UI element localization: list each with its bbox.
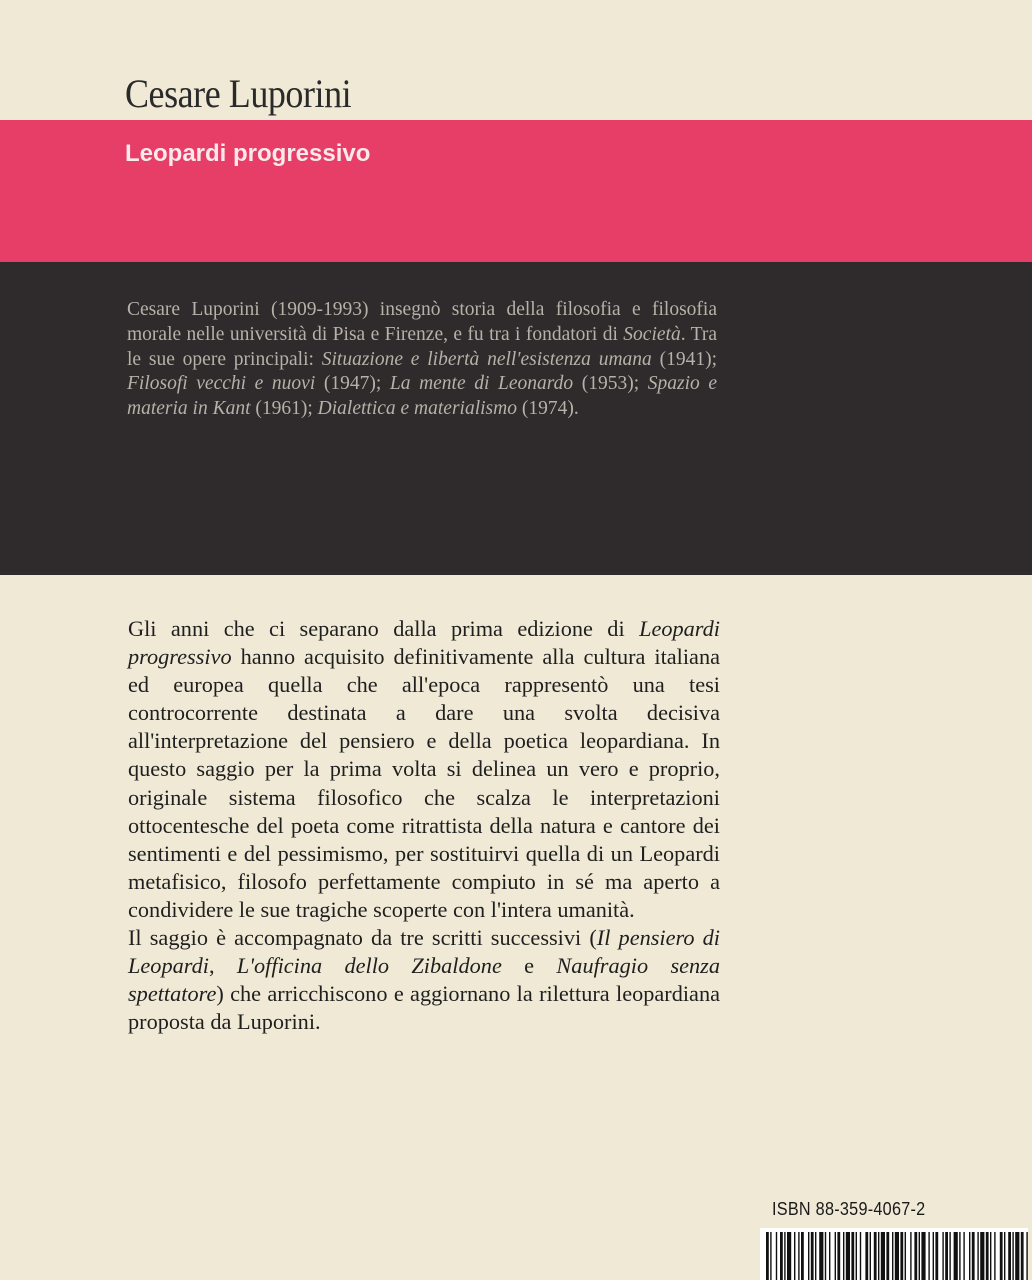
barcode-bar — [811, 1232, 814, 1280]
barcode-bar — [892, 1232, 893, 1280]
barcode-bar — [780, 1232, 783, 1280]
barcode-bar — [959, 1232, 960, 1280]
bio-work-title: La mente di Leonardo — [389, 373, 574, 395]
barcode-bar — [990, 1232, 991, 1280]
blurb-work-title: L'officina dello Zibaldone — [236, 953, 502, 979]
blurb-text: hanno acquisito definitivamente alla cultura italiana ed europea quella che all'epoca rappresentò una tesi controcorrente destinata a dare una svolta decisiva all'interpretazione del pensiero e della poetica leopardiana. In questo saggio per la prima volta si delinea un vero e proprio, originale sistema filosofico che scalza le interpretazioni ottocentesche del poeta come ritrattista della natura e cantore dei sentimenti e del pessimismo, per sostituirvi quella di un Leopardi metafisico, filosofo perfettamente compiuto in sé ma aperto a condividere le sue tragiche scoperte con l'intera umanità. — [128, 644, 720, 922]
barcode-bar — [856, 1232, 857, 1280]
barcode-bar — [1012, 1232, 1013, 1280]
blurb-text: Il saggio è accompagnato da tre scritti successivi ( — [128, 925, 597, 951]
barcode-bar — [921, 1232, 925, 1280]
barcode-bar — [986, 1232, 989, 1280]
barcode-bar — [1021, 1232, 1024, 1280]
barcode-bar — [819, 1232, 823, 1280]
barcode-bar — [980, 1232, 984, 1280]
barcode-bar — [963, 1232, 964, 1280]
barcode-bar — [935, 1232, 938, 1280]
barcode-bar — [1015, 1232, 1019, 1280]
isbn-label: ISBN 88-359-4067-2 — [772, 1199, 926, 1219]
barcode-bar — [794, 1232, 795, 1280]
blurb-text: Gli anni che ci separano dalla prima edizione di — [128, 616, 640, 641]
barcode-bar — [770, 1232, 771, 1280]
barcode-bar — [837, 1232, 840, 1280]
bio-work-title: Spazio e materia in Kant — [127, 373, 718, 420]
barcode-bar — [829, 1232, 830, 1280]
barcode-bar — [798, 1232, 799, 1280]
barcode-bar — [766, 1232, 769, 1280]
barcode-bar — [910, 1232, 911, 1280]
blurb-paragraph — [128, 924, 720, 1036]
blurb-work-title: Leopardi progressivo — [128, 616, 720, 670]
bio-text: (1941); — [651, 348, 718, 370]
barcode-bar — [949, 1232, 950, 1280]
barcode-bar — [815, 1232, 816, 1280]
barcode-bar — [942, 1232, 943, 1280]
bio-text: . Tra le sue opere principali: — [127, 323, 717, 370]
barcode-bar — [1026, 1232, 1027, 1280]
barcode-bar — [945, 1232, 948, 1280]
blurb-text: e — [501, 953, 557, 979]
blurb-text: ) che arricchiscono e aggiornano la rilettura leopardiana proposta da Luporini. — [128, 981, 720, 1035]
barcode-bar — [969, 1232, 970, 1280]
barcode-bars — [766, 1232, 1028, 1280]
barcode-bar — [808, 1232, 809, 1280]
barcode-bar — [886, 1232, 889, 1280]
bio-text: (1953); — [573, 373, 648, 395]
barcode-bar — [801, 1232, 804, 1280]
bio-work-title: Dialettica e materialismo — [317, 398, 517, 420]
barcode-bar — [874, 1232, 877, 1280]
barcode-bar — [954, 1232, 958, 1280]
barcode-bar — [851, 1232, 854, 1280]
bio-work-title: Situazione e libertà nell'esistenza umana — [321, 348, 652, 370]
book-blurb — [128, 615, 720, 1036]
barcode-bar — [919, 1232, 920, 1280]
barcode-bar — [870, 1232, 871, 1280]
barcode-bar — [905, 1232, 906, 1280]
barcode-bar — [860, 1232, 861, 1280]
author-bio — [127, 298, 717, 422]
barcode-bar — [914, 1232, 917, 1280]
barcode-bar — [843, 1232, 844, 1280]
bio-text: Cesare Luporini (1909-1993) insegnò storia della filosofia e filosofia morale nelle università di Pisa e Firenze, e fu tra i fondatori di — [127, 299, 717, 345]
barcode-bar — [1004, 1232, 1005, 1280]
barcode-bar — [776, 1232, 777, 1280]
barcode-bar — [881, 1232, 885, 1280]
barcode-bar — [846, 1232, 850, 1280]
blurb-paragraph — [128, 615, 720, 924]
barcode — [760, 1228, 1028, 1280]
barcode-bar — [835, 1232, 836, 1280]
barcode-bar — [977, 1232, 978, 1280]
book-title: Leopardi progressivo — [125, 140, 371, 167]
barcode-bar — [928, 1232, 929, 1280]
bio-work-title: Società — [623, 323, 681, 345]
barcode-bar — [933, 1232, 934, 1280]
bio-text: (1947); — [315, 373, 390, 395]
barcode-bar — [972, 1232, 975, 1280]
barcode-bar — [787, 1232, 791, 1280]
barcode-bar — [895, 1232, 899, 1280]
bio-text: (1974). — [516, 398, 579, 420]
barcode-bar — [784, 1232, 785, 1280]
barcode-bar — [825, 1232, 826, 1280]
barcode-bar — [994, 1232, 995, 1280]
barcode-bar — [1008, 1232, 1011, 1280]
barcode-bar — [900, 1232, 903, 1280]
barcode-bar — [878, 1232, 879, 1280]
bio-text: (1961); — [250, 398, 318, 420]
barcode-bar — [865, 1232, 868, 1280]
blurb-text: , — [208, 953, 237, 979]
barcode-bar — [1000, 1232, 1003, 1280]
blurb-work-title: Naufragio senza spettatore — [128, 953, 720, 1007]
blurb-work-title: Il pensiero di Leopardi — [128, 925, 720, 979]
bio-work-title: Filosofi vecchi e nuovi — [127, 373, 316, 395]
author-name: Cesare Luporini — [125, 71, 352, 116]
